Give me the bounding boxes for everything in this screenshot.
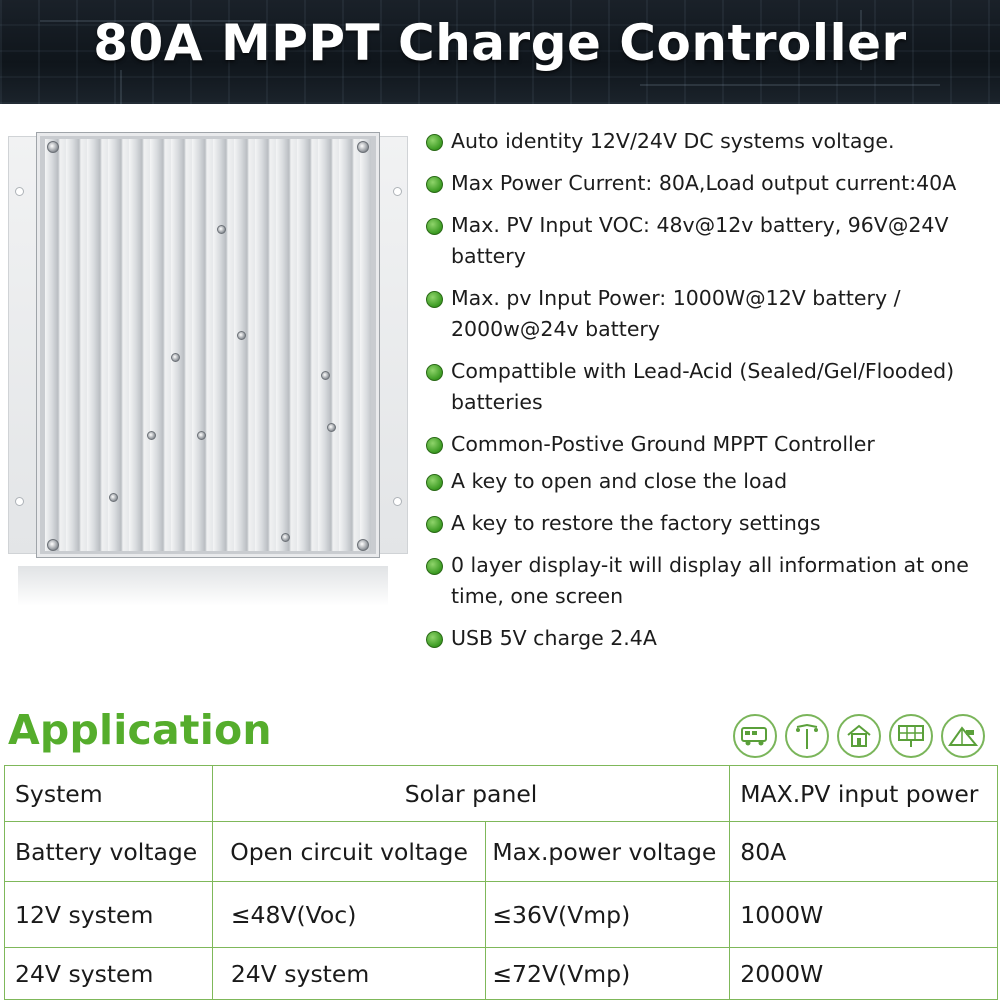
house-icon [837,714,881,758]
green-bullet-icon [426,291,443,308]
table-row [5,766,998,822]
green-bullet-icon [426,558,443,575]
list-item [426,429,996,460]
tent-icon [941,714,985,758]
mount-hole [393,187,402,196]
table-cell: ≤72V(Vmp) [486,948,730,1000]
feature-text: A key to open and close the load [451,469,788,493]
feature-text: 0 layer display-it will display all information at one time, one screen [451,553,969,608]
table-cell: 24V system [5,948,213,1000]
feature-text: Max Power Current: 80A,Load output current:40A [451,171,957,195]
table-cell: ≤36V(Vmp) [486,882,730,948]
list-item [426,168,996,199]
green-bullet-icon [426,631,443,648]
application-heading: Application [8,706,272,754]
table-cell: System [5,766,213,822]
screw-icon [47,539,59,551]
list-item [426,466,996,497]
table-row [5,822,998,882]
application-icons [733,714,985,758]
screw-icon [109,493,118,502]
street-lamp-icon [785,714,829,758]
green-bullet-icon [426,474,443,491]
list-item [426,210,996,272]
feature-text: Max. pv Input Power: 1000W@12V battery / 2000w@24v battery [451,286,901,341]
screw-icon [281,533,290,542]
table-cell: 1000W [730,882,998,948]
feature-text: Compattible with Lead-Acid (Sealed/Gel/Flooded) batteries [451,359,955,414]
list-item [426,508,996,539]
green-bullet-icon [426,437,443,454]
table-row [5,882,998,948]
circuit-trace [120,70,122,104]
mount-hole [15,497,24,506]
table-cell: Solar panel [212,766,729,822]
green-bullet-icon [426,176,443,193]
table-cell: MAX.PV input power [730,766,998,822]
circuit-trace [640,84,940,86]
table-cell: Battery voltage [5,822,213,882]
table-cell: 12V system [5,882,213,948]
green-bullet-icon [426,516,443,533]
screw-icon [321,371,330,380]
feature-text: Common-Postive Ground MPPT Controller [451,432,875,456]
product-image [8,132,408,562]
screw-icon [171,353,180,362]
heatsink-fins [45,139,371,551]
feature-text: Auto identity 12V/24V DC systems voltage. [451,129,895,153]
mount-hole [393,497,402,506]
table-cell: ≤48V(Voc) [212,882,486,948]
feature-text: USB 5V charge 2.4A [451,626,657,650]
list-item [426,356,996,418]
green-bullet-icon [426,218,443,235]
screw-icon [197,431,206,440]
list-item [426,283,996,345]
list-item [426,550,996,612]
mount-hole [15,187,24,196]
feature-list [426,126,996,665]
table-cell: Max.power voltage [486,822,730,882]
feature-text: A key to restore the factory settings [451,511,821,535]
screw-icon [147,431,156,440]
screw-icon [47,141,59,153]
screw-icon [327,423,336,432]
list-item [426,126,996,157]
green-bullet-icon [426,364,443,381]
table-cell: 80A [730,822,998,882]
table-cell: 24V system [212,948,486,1000]
screw-icon [357,141,369,153]
table-cell: 2000W [730,948,998,1000]
feature-text: Max. PV Input VOC: 48v@12v battery, 96V@24V battery [451,213,949,268]
heatsink [36,132,380,558]
list-item [426,623,996,654]
green-bullet-icon [426,134,443,151]
solar-panel-icon [889,714,933,758]
table-cell: Open circuit voltage [212,822,486,882]
screw-icon [357,539,369,551]
spec-table [4,765,998,1000]
table-row [5,948,998,1000]
screw-icon [217,225,226,234]
screw-icon [237,331,246,340]
header-banner [0,0,1000,104]
rv-icon [733,714,777,758]
product-reflection [18,566,388,606]
page-title: 80A MPPT Charge Controller [93,14,907,72]
